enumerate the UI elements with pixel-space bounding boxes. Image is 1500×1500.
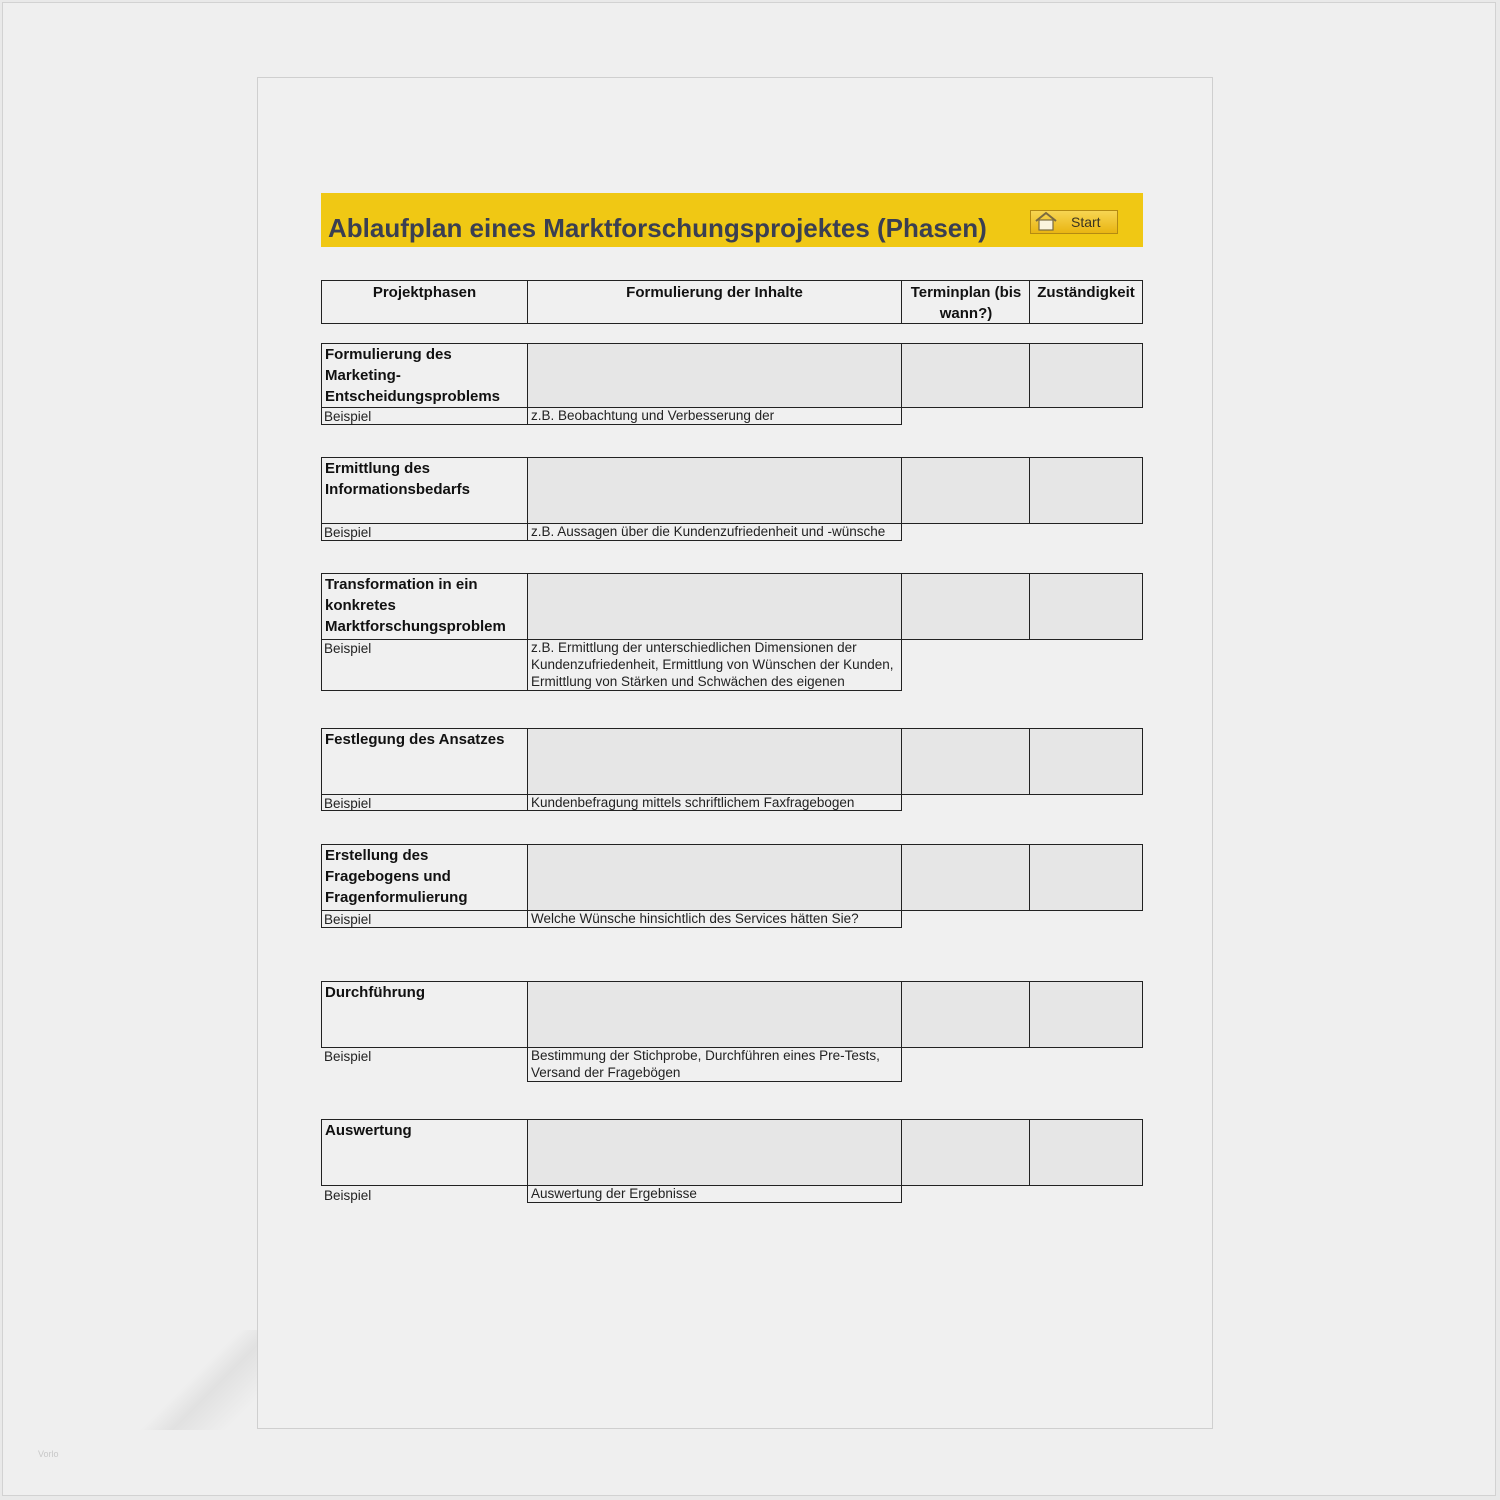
phase-title-line: Entscheidungsproblems bbox=[325, 388, 501, 405]
phase-title-line: Fragebogens und bbox=[325, 868, 451, 885]
header-zustaendigkeit: Zuständigkeit bbox=[1037, 284, 1135, 301]
phase-title-line: Erstellung des bbox=[325, 847, 429, 864]
example-text: z.B. Aussagen über die Kundenzufriedenheit und -wünsche bbox=[531, 524, 886, 539]
start-button-label: Start bbox=[1071, 214, 1101, 230]
page-shadow bbox=[140, 1330, 260, 1430]
phase-title-line: Informationsbedarfs bbox=[325, 481, 471, 498]
phase-responsibility-cell[interactable] bbox=[1029, 728, 1143, 795]
example-label: Beispiel bbox=[324, 641, 372, 656]
example-label: Beispiel bbox=[324, 1188, 372, 1203]
example-label: Beispiel bbox=[324, 912, 372, 927]
example-text: Versand der Fragebögen bbox=[531, 1065, 681, 1080]
start-button[interactable] bbox=[1030, 210, 1118, 234]
example-label: Beispiel bbox=[324, 409, 372, 424]
header-projektphasen: Projektphasen bbox=[372, 284, 477, 301]
example-text: Kundenzufriedenheit, Ermittlung von Wünschen der Kunden, bbox=[531, 657, 894, 672]
watermark: Vorlo bbox=[38, 1449, 59, 1459]
phase-title-line: Ermittlung des bbox=[325, 460, 431, 477]
phase-schedule-cell[interactable] bbox=[901, 343, 1030, 408]
example-text: z.B. Beobachtung und Verbesserung der bbox=[531, 408, 775, 423]
phase-responsibility-cell[interactable] bbox=[1029, 1119, 1143, 1186]
phase-schedule-cell[interactable] bbox=[901, 844, 1030, 911]
phase-schedule-cell[interactable] bbox=[901, 1119, 1030, 1186]
phase-title-line: Formulierung des bbox=[325, 346, 452, 363]
phase-title-line: Marketing- bbox=[325, 367, 401, 384]
phase-responsibility-cell[interactable] bbox=[1029, 981, 1143, 1048]
example-text: Bestimmung der Stichprobe, Durchführen eines Pre-Tests, bbox=[531, 1048, 880, 1063]
example-label: Beispiel bbox=[324, 796, 372, 811]
phase-content-cell[interactable] bbox=[527, 457, 902, 524]
example-text: Welche Wünsche hinsichtlich des Services hätten Sie? bbox=[531, 911, 859, 926]
phase-content-cell[interactable] bbox=[527, 1119, 902, 1186]
example-text: z.B. Ermittlung der unterschiedlichen Dimensionen der bbox=[531, 640, 857, 655]
phase-content-cell[interactable] bbox=[527, 343, 902, 408]
phase-content-cell[interactable] bbox=[527, 728, 902, 795]
phase-content-cell[interactable] bbox=[527, 844, 902, 911]
phase-responsibility-cell[interactable] bbox=[1029, 343, 1143, 408]
home-icon bbox=[1033, 210, 1059, 234]
phase-content-cell[interactable] bbox=[527, 981, 902, 1048]
phase-title-line: Durchführung bbox=[325, 984, 425, 1001]
phase-schedule-cell[interactable] bbox=[901, 457, 1030, 524]
phase-title-line: Marktforschungsproblem bbox=[325, 618, 506, 635]
phase-title-line: Auswertung bbox=[325, 1122, 412, 1139]
header-terminplan-2: wann?) bbox=[939, 305, 993, 322]
page-title: Ablaufplan eines Marktforschungsprojektes (Phasen) bbox=[328, 213, 987, 243]
example-label: Beispiel bbox=[324, 525, 372, 540]
phase-responsibility-cell[interactable] bbox=[1029, 457, 1143, 524]
phase-responsibility-cell[interactable] bbox=[1029, 844, 1143, 911]
phase-title-line: Fragenformulierung bbox=[325, 889, 468, 906]
phase-responsibility-cell[interactable] bbox=[1029, 573, 1143, 640]
header-formulierung: Formulierung der Inhalte bbox=[626, 284, 803, 301]
example-label: Beispiel bbox=[324, 1049, 372, 1064]
phase-schedule-cell[interactable] bbox=[901, 981, 1030, 1048]
phase-schedule-cell[interactable] bbox=[901, 573, 1030, 640]
example-text: Kundenbefragung mittels schriftlichem Faxfragebogen bbox=[531, 795, 855, 810]
phase-title-line: Festlegung des Ansatzes bbox=[325, 731, 505, 748]
phase-title-line: Transformation in ein bbox=[325, 576, 478, 593]
phase-content-cell[interactable] bbox=[527, 573, 902, 640]
phase-title-line: konkretes bbox=[325, 597, 396, 614]
example-text: Auswertung der Ergebnisse bbox=[531, 1186, 697, 1201]
header-terminplan-1: Terminplan (bis bbox=[910, 284, 1022, 301]
example-text: Ermittlung von Stärken und Schwächen des eigenen bbox=[531, 674, 845, 689]
phase-schedule-cell[interactable] bbox=[901, 728, 1030, 795]
